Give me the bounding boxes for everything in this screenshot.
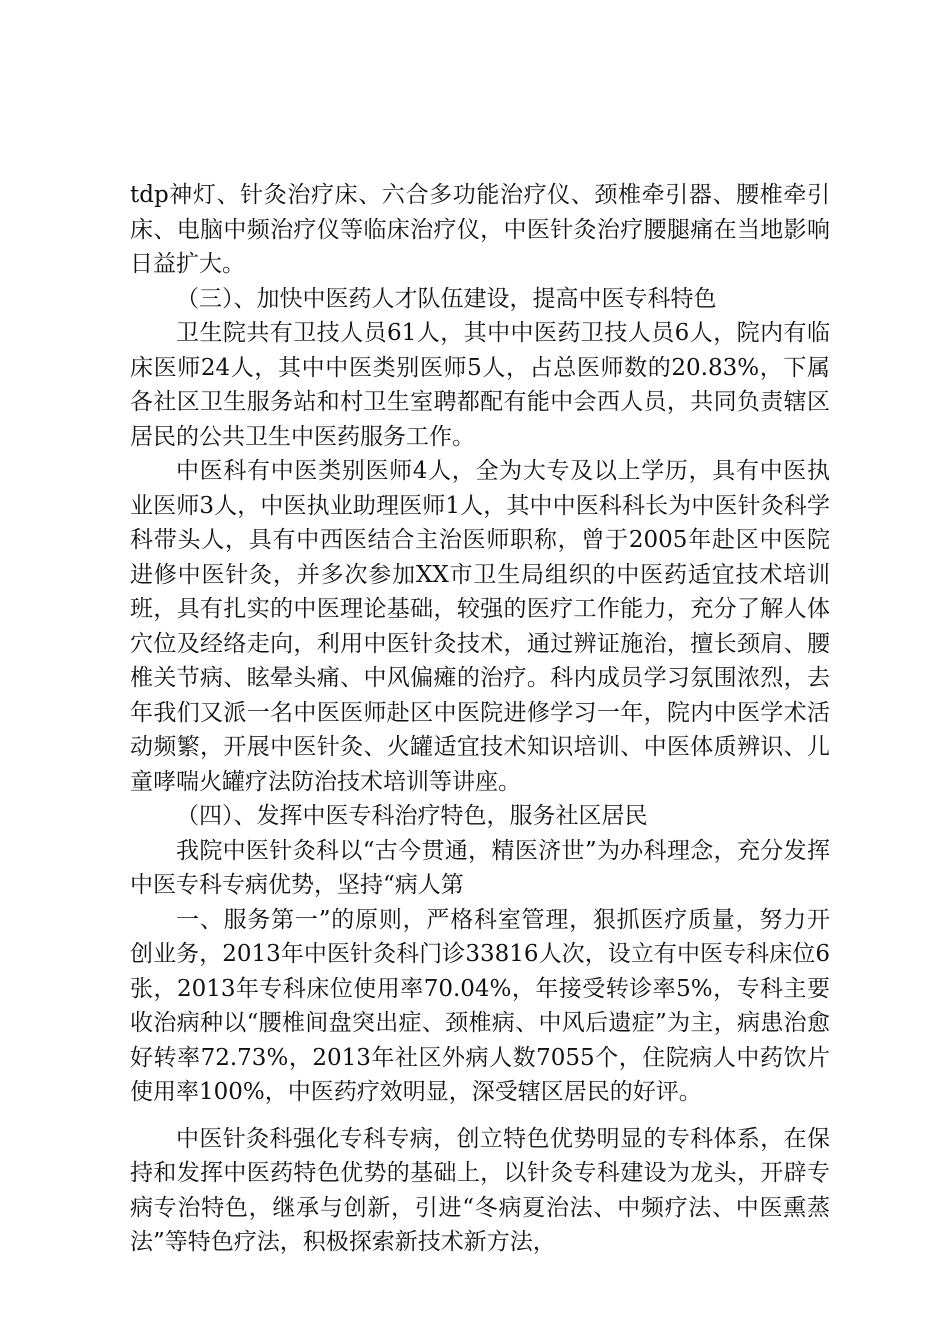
document-page [130, 178, 830, 1260]
paragraph-equipment: tdp神灯、针灸治疗床、六合多功能治疗仪、颈椎牵引器、腰椎牵引床、电脑中频治疗仪等临床治疗仪，中医针灸治疗腰腿痛在当地影响日益扩大。 [130, 182, 830, 277]
paragraph-specialty: 中医针灸科强化专科专病，创立特色优势明显的专科体系，在保持和发挥中医药特色优势的基础上，以针灸专科建设为龙头，开辟专病专治特色，继承与创新，引进“冬病夏治法、中频疗法、中医熏蒸法”等特色疗法，积极探索新技术新方法， [130, 1125, 830, 1255]
section-heading-3: （三）、加快中医药人才队伍建设，提高中医专科特色 [176, 285, 717, 312]
paragraph-statistics: 一、服务第一”的原则，严格科室管理，狠抓医疗质量，努力开创业务，2013年中医针灸科门诊33816人次，设立有中医专科床位6张，2013年专科床位使用率70.04%，年接受转诊率5%，专科主要收治病种以“腰椎间盘突出症、颈椎病、中风后遗症”为主，病患治愈好转率72.73%，2013年社区外病人数7055个，住院病人中药饮片使用率100%，中医药疗效明显，深受辖区居民的好评。 [130, 906, 830, 1105]
section-heading-4: （四）、发挥中医专科治疗特色，服务社区居民 [176, 803, 648, 829]
paragraph-tcm-department: 中医科有中医类别医师4人，全为大专及以上学历，具有中医执业医师3人，中医执业助理医师1人，其中中医科科长为中医针灸科学科带头人，具有中西医结合主治医师职称，曾于2005年赴区中医院进修中医针灸，并多次参加XX市卫生局组织的中医药适宜技术培训班，具有扎实的中医理论基础，较强的医疗工作能力，充分了解人体穴位及经络走向，利用中医针灸技术，通过辨证施治，擅长颈肩、腰椎关节病、眩晕头痛、中风偏瘫的治疗。科内成员学习氛围浓烈，去年我们又派一名中医医师赴区中医院进修学习一年，院内中医学术活动频繁，开展中医针灸、火罐适宜技术知识培训、中医体质辨识、儿童哮喘火罐疗法防治技术培训等讲座。 [130, 458, 830, 795]
paragraph-staff-overview: 卫生院共有卫技人员61人，其中中医药卫技人员6人，院内有临床医师24人，其中中医类别医师5人，占总医师数的20.83%，下属各社区卫生服务站和村卫生室聘都配有能中会西人员，共同负责辖区居民的公共卫生中医药服务工作。 [130, 320, 830, 450]
paragraph-philosophy: 我院中医针灸科以“古今贯通，精医济世”为办科理念，充分发挥中医专科专病优势，坚持“病人第 [130, 837, 830, 898]
